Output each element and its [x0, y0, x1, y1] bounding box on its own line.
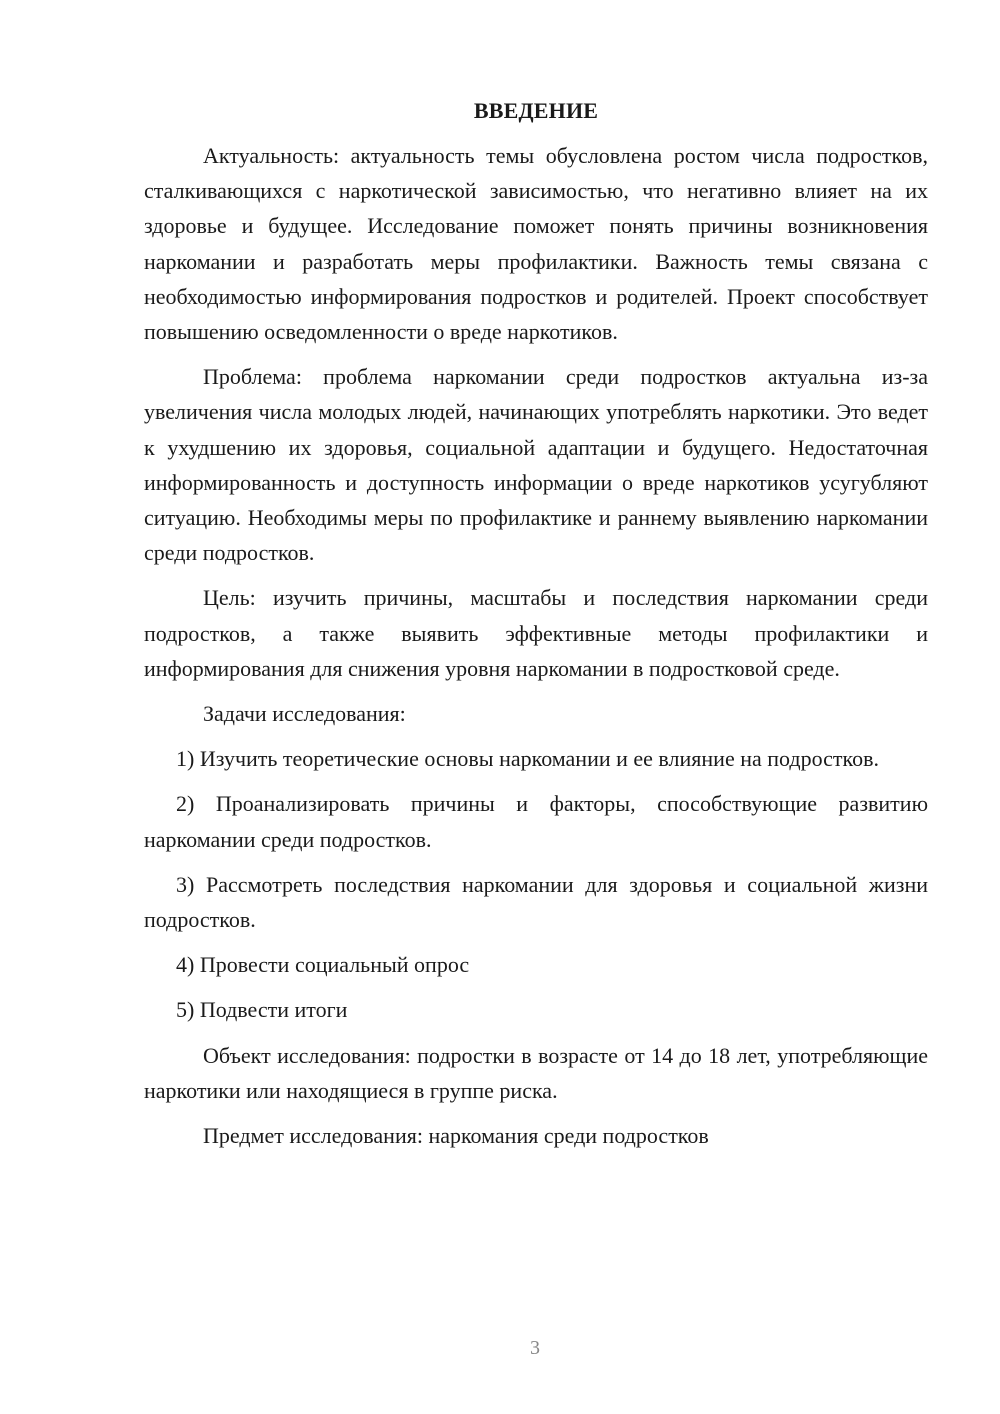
paragraph-subject: Предмет исследования: наркомания среди подростков — [203, 1123, 709, 1149]
task-item-3: 3) Рассмотреть последствия наркомании для здоровья и социальной жизни подростков. — [144, 871, 928, 933]
page-number: 3 — [530, 1337, 540, 1359]
tasks-heading: Задачи исследования: — [203, 701, 406, 727]
paragraph-object: Объект исследования: подростки в возрасте от 14 до 18 лет, употребляющие наркотики или находящиеся в группе риска. — [144, 1042, 928, 1103]
task-item-1: 1) Изучить теоретические основы наркомании и ее влияние на подростков. — [176, 746, 879, 772]
paragraph-relevance: Актуальность: актуальность темы обусловлена ростом числа подростков, сталкивающихся с наркотической зависимостью, что негативно влияет на их здоровье и будущее. Исследование поможет понять причины возникновения наркомании и разработать меры профилактики. Важность темы связана с необходимостью информирования подростков и родителей. Проект способствует повышению осведомленности о вреде наркотиков. — [144, 143, 928, 345]
paragraph-goal: Цель: изучить причины, масштабы и последствия наркомании среди подростков, а также выявить эффективные методы профилактики и информирования для снижения уровня наркомании в подростковой среде. — [144, 585, 928, 681]
task-item-4: 4) Провести социальный опрос — [176, 952, 470, 978]
page-title: ВВЕДЕНИЕ — [473, 98, 599, 123]
page-content — [144, 93, 928, 1153]
paragraph-problem: Проблема: проблема наркомании среди подростков актуальна из-за увеличения числа молодых людей, начинающих употреблять наркотики. Это ведет к ухудшению их здоровья, социальной адаптации и будущего. Недостаточная информированность и доступность информации о вреде наркотиков усугубляют ситуацию. Необходимы меры по профилактике и раннему выявлению наркомании среди подростков. — [144, 364, 928, 566]
task-item-5: 5) Подвести итоги — [176, 997, 348, 1023]
task-item-2: 2) Проанализировать причины и факторы, способствующие развитию наркомании среди подростков. — [144, 791, 928, 852]
